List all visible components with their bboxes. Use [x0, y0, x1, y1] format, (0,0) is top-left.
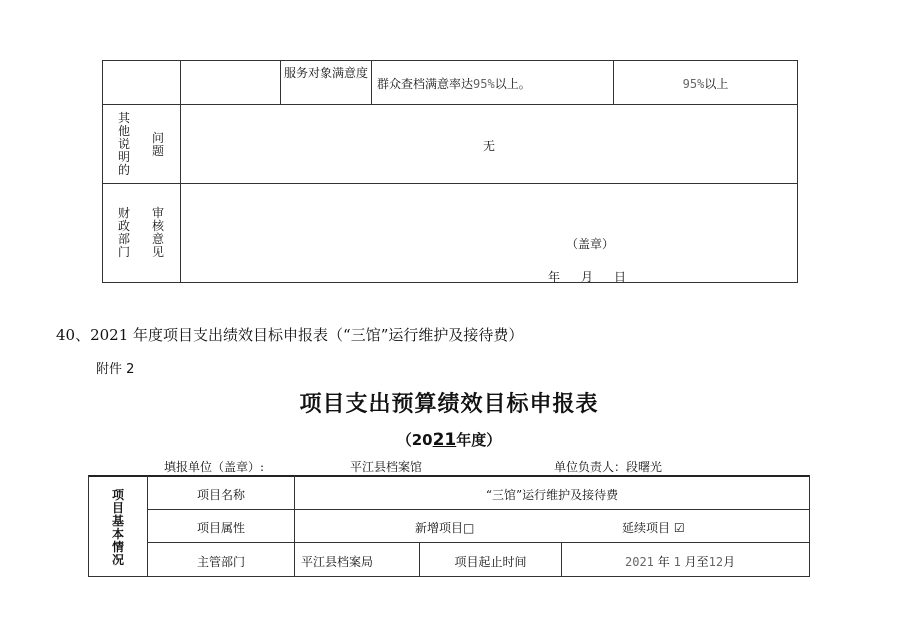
- section-heading: 40、2021 年度项目支出绩效目标申报表（“三馆”运行维护及接待费）: [56, 326, 524, 344]
- actual-suffix: 以上: [704, 77, 729, 91]
- time-month-unit: 月: [723, 555, 736, 569]
- time-year-unit: 年: [657, 555, 670, 569]
- responsible-label: 单位负责人：段曙光: [554, 460, 663, 474]
- table-line: [102, 104, 798, 105]
- finance-label-b: 审 核 意 见: [151, 206, 164, 259]
- time-value: [625, 553, 735, 570]
- date-year: 年: [548, 270, 561, 284]
- table-line: [102, 60, 798, 61]
- indicator-cell: 服务对象满意度: [284, 66, 369, 80]
- table-line: [88, 475, 89, 577]
- target-prefix: 群众查档满意率达: [377, 77, 474, 91]
- target-cell: [377, 75, 531, 92]
- table-line: [371, 60, 372, 104]
- date-month: 月: [581, 270, 594, 284]
- table-line: [561, 542, 562, 577]
- table-line: [102, 183, 798, 184]
- new-item-checkbox[interactable]: 新增项目□: [415, 521, 475, 535]
- actual-value: 95%: [682, 77, 705, 91]
- project-name-value: “三馆”运行维护及接待费: [485, 488, 619, 502]
- table-line: [147, 542, 810, 543]
- basic-info-label: 项 目 基 本 情 况: [111, 488, 124, 567]
- target-suffix: 以上。: [494, 77, 531, 91]
- time-start-month: 1: [673, 555, 681, 569]
- other-value: 无: [482, 139, 495, 153]
- table-line: [147, 509, 810, 510]
- seal-text: （盖章）: [566, 237, 615, 251]
- time-end-month: 12: [708, 555, 724, 569]
- target-value: 95%: [473, 77, 495, 91]
- fill-unit-value: 平江县档案馆: [350, 460, 423, 474]
- project-name-label: 项目名称: [196, 488, 245, 502]
- department-value: 平江县档案局: [301, 555, 374, 569]
- fill-unit-label: 填报单位（盖章）:: [164, 460, 265, 474]
- continue-item-checkbox[interactable]: 延续项目 ☑: [622, 521, 685, 535]
- table-line: [102, 282, 798, 283]
- attachment-label: 附件 2: [96, 362, 135, 377]
- main-title: 项目支出预算绩效目标申报表: [299, 392, 599, 417]
- finance-label-a: 财 政 部 门: [117, 206, 130, 259]
- table-line: [809, 475, 810, 577]
- actual-cell: [614, 75, 797, 92]
- table-line: [88, 475, 810, 477]
- table-line: [280, 60, 281, 104]
- year-close: 年度）: [456, 431, 502, 449]
- year-open: （20: [396, 431, 433, 449]
- other-label-b: 问 题: [151, 131, 164, 158]
- project-type-label: 项目属性: [196, 521, 245, 535]
- year-line: [0, 429, 898, 450]
- year-number: 21: [432, 430, 457, 450]
- date-day: 日: [614, 270, 627, 284]
- time-year: 2021: [625, 555, 654, 569]
- table-line: [180, 60, 181, 283]
- time-month-to: 月至: [684, 555, 709, 569]
- department-label: 主管部门: [196, 555, 245, 569]
- table-line: [797, 60, 798, 283]
- table-line: [102, 60, 103, 283]
- time-label: 项目起止时间: [454, 555, 527, 569]
- other-label-a: 其 他 说 明 的: [117, 111, 130, 177]
- table-line: [88, 576, 810, 577]
